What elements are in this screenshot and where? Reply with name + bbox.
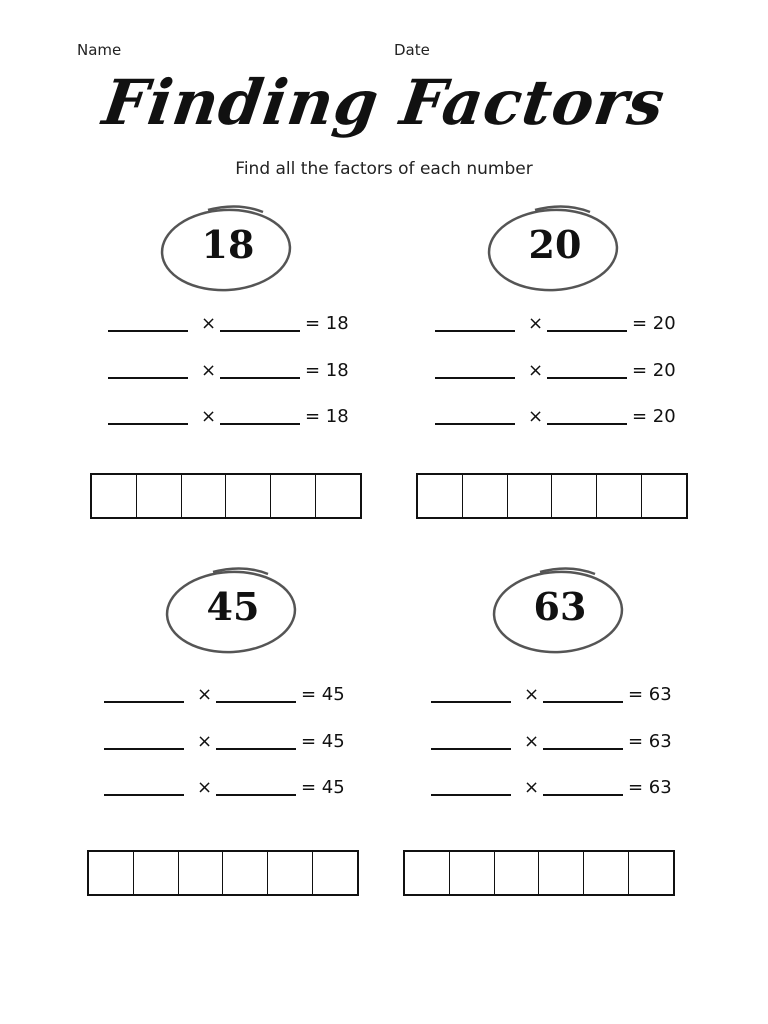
equation-row xyxy=(417,406,717,436)
equals-product: = 63 xyxy=(628,777,672,798)
answer-boxes xyxy=(87,850,359,896)
factor-blank[interactable] xyxy=(547,330,627,332)
equation-row xyxy=(413,731,713,761)
answer-boxes xyxy=(90,473,362,519)
times-symbol: × xyxy=(524,777,540,798)
equals-product: = 45 xyxy=(301,684,345,705)
times-symbol: × xyxy=(197,777,213,798)
times-symbol: × xyxy=(524,731,540,752)
factor-blank[interactable] xyxy=(435,330,515,332)
factor-blank[interactable] xyxy=(216,748,296,750)
equation-row xyxy=(86,731,386,761)
factor-blank[interactable] xyxy=(108,423,188,425)
times-symbol: × xyxy=(201,360,217,381)
factor-blank[interactable] xyxy=(431,701,511,703)
equals-product: = 63 xyxy=(628,731,672,752)
factor-blank[interactable] xyxy=(104,794,184,796)
factor-blank[interactable] xyxy=(547,423,627,425)
equals-product: = 63 xyxy=(628,684,672,705)
equals-product: = 45 xyxy=(301,731,345,752)
target-number: 18 xyxy=(201,222,255,267)
factor-blank[interactable] xyxy=(220,330,300,332)
answer-box[interactable] xyxy=(89,852,134,894)
answer-boxes xyxy=(416,473,688,519)
instruction-text: Find all the factors of each number xyxy=(235,159,533,179)
answer-boxes xyxy=(403,850,675,896)
times-symbol: × xyxy=(524,684,540,705)
factor-blank[interactable] xyxy=(435,423,515,425)
answer-box[interactable] xyxy=(508,475,553,517)
factor-blank[interactable] xyxy=(216,701,296,703)
number-oval xyxy=(485,200,635,300)
equation-row xyxy=(90,406,390,436)
factor-blank[interactable] xyxy=(543,794,623,796)
factor-blank[interactable] xyxy=(220,377,300,379)
name-label: Name xyxy=(77,41,122,59)
factor-blank[interactable] xyxy=(104,701,184,703)
factor-blank[interactable] xyxy=(431,794,511,796)
answer-box[interactable] xyxy=(92,475,137,517)
times-symbol: × xyxy=(201,406,217,427)
answer-box[interactable] xyxy=(552,475,597,517)
times-symbol: × xyxy=(528,360,544,381)
times-symbol: × xyxy=(528,313,544,334)
answer-box[interactable] xyxy=(134,852,179,894)
factor-blank[interactable] xyxy=(108,330,188,332)
answer-box[interactable] xyxy=(405,852,450,894)
problem-block-18 xyxy=(90,200,390,530)
equals-product: = 20 xyxy=(632,313,676,334)
page-title: Finding Factors xyxy=(98,66,670,139)
answer-box[interactable] xyxy=(450,852,495,894)
factor-blank[interactable] xyxy=(543,748,623,750)
equation-row xyxy=(86,684,386,714)
answer-box[interactable] xyxy=(495,852,540,894)
times-symbol: × xyxy=(201,313,217,334)
answer-box[interactable] xyxy=(539,852,584,894)
answer-box[interactable] xyxy=(629,852,673,894)
equals-product: = 20 xyxy=(632,360,676,381)
factor-blank[interactable] xyxy=(220,423,300,425)
answer-box[interactable] xyxy=(182,475,227,517)
answer-box[interactable] xyxy=(418,475,463,517)
answer-box[interactable] xyxy=(223,852,268,894)
times-symbol: × xyxy=(197,684,213,705)
factor-blank[interactable] xyxy=(431,748,511,750)
answer-box[interactable] xyxy=(226,475,271,517)
problem-block-63 xyxy=(413,562,713,892)
answer-box[interactable] xyxy=(642,475,686,517)
times-symbol: × xyxy=(528,406,544,427)
equation-row xyxy=(413,777,713,807)
answer-box[interactable] xyxy=(137,475,182,517)
answer-box[interactable] xyxy=(179,852,224,894)
factor-blank[interactable] xyxy=(435,377,515,379)
equation-row xyxy=(86,777,386,807)
answer-box[interactable] xyxy=(463,475,508,517)
date-label: Date xyxy=(394,41,430,59)
answer-box[interactable] xyxy=(584,852,629,894)
answer-box[interactable] xyxy=(597,475,642,517)
factor-blank[interactable] xyxy=(108,377,188,379)
target-number: 45 xyxy=(206,584,260,629)
number-oval xyxy=(490,562,640,662)
equation-row xyxy=(413,684,713,714)
equation-row xyxy=(90,360,390,390)
equals-product: = 18 xyxy=(305,360,349,381)
target-number: 63 xyxy=(533,584,587,629)
problem-block-45 xyxy=(86,562,386,892)
factor-blank[interactable] xyxy=(104,748,184,750)
equals-product: = 18 xyxy=(305,406,349,427)
equals-product: = 18 xyxy=(305,313,349,334)
factor-blank[interactable] xyxy=(547,377,627,379)
factor-blank[interactable] xyxy=(543,701,623,703)
factor-blank[interactable] xyxy=(216,794,296,796)
answer-box[interactable] xyxy=(316,475,360,517)
answer-box[interactable] xyxy=(313,852,357,894)
equation-row xyxy=(417,313,717,343)
times-symbol: × xyxy=(197,731,213,752)
problem-block-20 xyxy=(417,200,717,530)
equation-row xyxy=(90,313,390,343)
equals-product: = 45 xyxy=(301,777,345,798)
equation-row xyxy=(417,360,717,390)
target-number: 20 xyxy=(528,222,582,267)
number-oval xyxy=(158,200,308,300)
number-oval xyxy=(163,562,313,662)
answer-box[interactable] xyxy=(268,852,313,894)
equals-product: = 20 xyxy=(632,406,676,427)
answer-box[interactable] xyxy=(271,475,316,517)
